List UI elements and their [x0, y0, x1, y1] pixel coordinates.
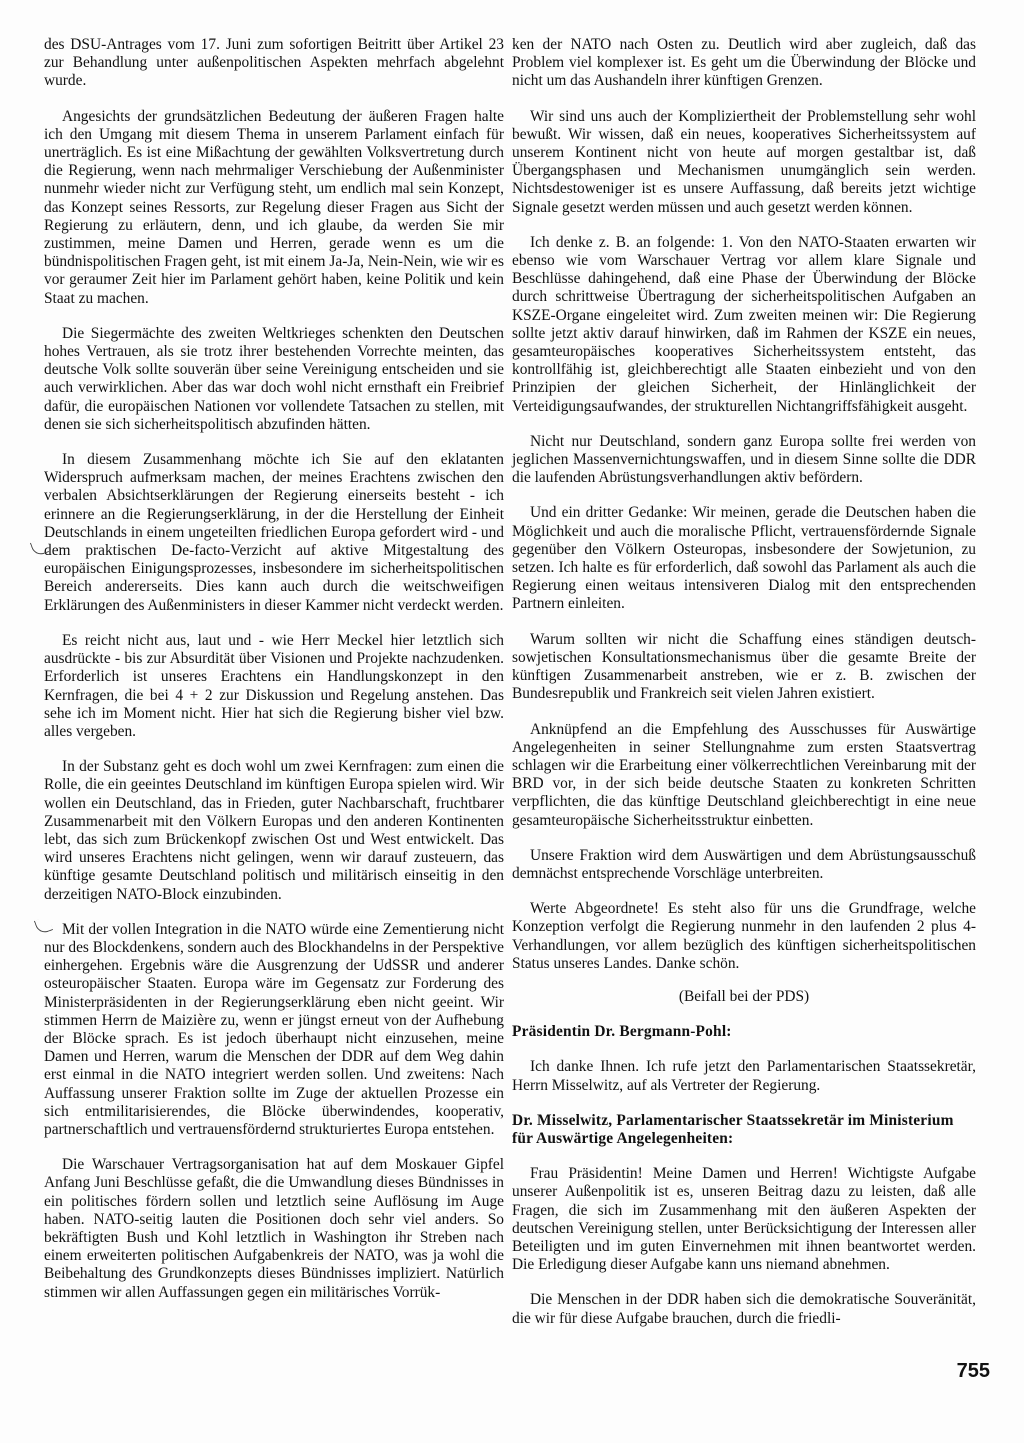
left-column: [44, 36, 504, 1319]
paragraph: Unsere Fraktion wird dem Auswärtigen und dem Abrüstungsausschuß demnächst entsprechende Vorschläge unterbreiten.: [512, 846, 976, 882]
paragraph: Ich danke Ihnen. Ich rufe jetzt den Parlamentarischen Staatssekretär, Herrn Misselwitz, auf als Vertreter der Regierung.: [512, 1058, 976, 1094]
paragraph: Anknüpfend an die Empfehlung des Ausschusses für Auswärtige Angelegenheiten in seiner Stellungnahme zum ersten Staatsvertrag schlagen wir die Erarbeitung einer völkerrechtlichen Vereinbarung mit der BRD vor, in der sich beide deutsche Staaten zu konkreten Schritten verpflichten, die das künftige Deutschland gleichberechtigt in eine neue gesamteuropäische Sicherheitsstruktur einbetten.: [512, 720, 976, 829]
paragraph: Wir sind uns auch der Kompliziertheit der Problemstellung sehr wohl bewußt. Wir wissen, daß ein neues, kooperatives Sicherheitssystem auf unserem Kontinent nicht von heute auf morgen gestaltbar ist, daß Übergangsphasen und Mechanismen unumgänglich sein werden. Nichtsdestoweniger ist es unsere Auffassung, daß bereits jetzt wichtige Signale gesetzt werden müssen und auch gesetzt werden können.: [512, 107, 976, 216]
paragraph: Frau Präsidentin! Meine Damen und Herren! Wichtigste Aufgabe unserer Außenpolitik ist es, unseren Beitrag dazu zu leisten, daß alle Fragen, die sich im Zusammenhang mit den äußeren Aspekten der deutschen Vereinigung stellen, unter Berücksichtigung der Interessen aller Beteiligten und im guten Einvernehmen mit ihnen beantwortet werden. Die Erledigung dieser Aufgabe kann uns niemand abnehmen.: [512, 1165, 976, 1274]
paragraph: Die Menschen in der DDR haben sich die demokratische Souveränität, die wir für diese Aufgabe brauchen, durch die friedli-: [512, 1291, 976, 1327]
paragraph: Mit der vollen Integration in die NATO würde eine Zementierung nicht nur des Blockdenkens, sondern auch des Blockhandelns in der Perspektive einhergehen. Ergebnis wäre die Ausgrenzung der UdSSR und anderer osteuropäischer Staaten. Europa wäre im Gegensatz zur Forderung des Ministerpräsidenten in der Regierungserklärung eben nicht geeint. Wir stimmen Herrn de Maizière zu, wenn er jüngst erneut von der Aufhebung der Blöcke sprach. Es ist jedoch überhaupt nicht einzusehen, meine Damen und Herren, warum die Menschen der DDR auf dem Weg dahin erst einmal in die NATO integriert werden sollen. Und zweitens: Nach Auffassung unserer Fraktion sollte im Zuge der aktuellen Prozesse ein sich entmilitarisierendes, die Blöcke überwindendes, kooperativ, partnerschaftlich und vertrauensfördernd strukturiertes Europa entstehen.: [44, 920, 504, 1138]
paragraph: Nicht nur Deutschland, sondern ganz Europa sollte frei werden von jeglichen Massenvernichtungswaffen, und in diesem Sinne sollte die DDR die laufenden Abrüstungsverhandlungen aktiv befördern.: [512, 432, 976, 487]
right-column: [512, 36, 976, 1345]
paragraph: Ich denke z. B. an folgende: 1. Von den NATO-Staaten erwarten wir ebenso wie vom Warschauer Vertrag vor allem klare Signale und Beschlüsse dahingehend, daß eine Phase der Überwindung der Blöcke durch schrittweise Übertragung der sicherheitspolitischen Aufgaben an KSZE-Organe eingeleitet wird. Zum zweiten meinen wir: Die Regierung sollte jetzt aktiv darauf hinwirken, daß im Rahmen der KSZE ein neues, gesamteuropäisches kooperatives Sicherheitssystem entsteht, das kontrollfähig ist, gleichberechtigt alle Staaten einbezieht und von den Prinzipien der gleichen Sicherheit, der Hinlänglichkeit der Verteidigungsaufwandes, der strukturellen Nichtangriffsfähigkeit ausgeht.: [512, 233, 976, 415]
paragraph: Werte Abgeordnete! Es steht also für uns die Grundfrage, welche Konzeption verfolgt die Regierung nunmehr in den laufenden 2 plus 4-Verhandlungen, vor allem bezüglich des künftigen sicherheitspolitischen Status unseres Landes. Danke schön.: [512, 900, 976, 972]
paragraph: Die Siegermächte des zweiten Weltkrieges schenkten den Deutschen hohes Vertrauen, als sie trotz ihrer bestehenden Vorrechte meinten, das deutsche Volk sollte souverän über seine Vereinigung entscheiden und sie auch verwirklichen. Aber das war doch wohl nicht ernsthaft ein Freibrief dafür, die europäischen Nationen vor vollendete Tatsachen zu stellen, mit denen sie sich sicherheitspolitisch abzufinden hätten.: [44, 324, 504, 433]
paragraph: In der Substanz geht es doch wohl um zwei Kernfragen: zum einen die Rolle, die ein geeintes Deutschland im künftigen Europa spielen wird. Wir wollen ein Deutschland, das in Frieden, guter Nachbarschaft, fruchtbarer Zusammenarbeit mit den Völkern Europas und den anderen Kontinenten lebt, das sich zum Brückenkopf zwischen Ost und West entwickelt. Das wird unseres Erachtens nicht gelingen, wenn wir darauf zusteuern, das künftige gesamte Deutschland politisch und militärisch einseitig in den derzeitigen NATO-Block einzubinden.: [44, 758, 504, 903]
paragraph: In diesem Zusammenhang möchte ich Sie auf den eklatanten Widerspruch aufmerksam machen, der meines Erachtens zwischen den verbalen Absichtserklärungen der Regierung einerseits besteht - ich erinnere an die Regierungserklärung, in der die Herstellung der Einheit Deutschlands in einem ungeteilten friedlichen Europa gefordert wird - und dem praktischen De-facto-Verzicht auf aktive Mitgestaltung des europäischen Einigungsprozesses, insbesondere im sicherheitspolitischen Bereich andererseits. Dies kann auch durch die weitschweifigen Erklärungen des Außenministers in dieser Kammer nicht verdeckt werden.: [44, 451, 504, 614]
speaker-heading: Dr. Misselwitz, Parlamentarischer Staatssekretär im Ministerium für Auswärtige Angelegenheiten:: [512, 1111, 954, 1147]
paragraph: Warum sollten wir nicht die Schaffung eines ständigen deutsch-sowjetischen Konsultationsmechanismus über die gesamte Breite der künftigen Zusammenarbeit anstreben, wie er z. B. zwischen der Bundesrepublik und Frankreich seit vielen Jahren existiert.: [512, 630, 976, 703]
paragraph: ken der NATO nach Osten zu. Deutlich wird aber zugleich, daß das Problem viel komplexer ist. Es geht um die Überwindung der Blöcke und nicht um das Aushandeln ihrer künftigen Grenzen.: [512, 36, 976, 90]
paragraph: Angesichts der grundsätzlichen Bedeutung der äußeren Fragen halte ich den Umgang mit diesem Thema in unserem Parlament einfach für unerträglich. Es ist eine Mißachtung der gewählten Volksvertretung durch die Regierung, wenn nach mehrmaliger Verschiebung der Außenminister nunmehr wieder nicht zur Verfügung steht, um endlich mal sein Konzept, das Konzept seines Ressorts, zur Regelung dieser Fragen aus Sicht der Regierung zu erläutern, denn, und ich glaube, da werden Sie mir zustimmen, meine Damen und Herren, gerade wenn es um die bündnispolitischen Fragen geht, ist mit einem Ja-Ja, Nein-Nein, wie wir es vor geraumer Zeit hier im Parlament gehört haben, keine Politik und kein Staat zu machen.: [44, 107, 504, 307]
page-number: 755: [956, 1360, 990, 1382]
paragraph: des DSU-Antrages vom 17. Juni zum sofortigen Beitritt über Artikel 23 zur Behandlung unter außenpolitischen Aspekten mehrfach abgelehnt wurde.: [44, 36, 504, 90]
paragraph: Die Warschauer Vertragsorganisation hat auf dem Moskauer Gipfel Anfang Juni Beschlüsse gefaßt, die die Umwandlung dieses Bündnisses in ein politisches fördern sollen und letztlich seine Auflösung im Auge haben. NATO-seitig lauten die Positionen doch sehr viel anders. So bekräftigten Bush und Kohl letztlich in Washington ihr Streben nach einem erweiterten politischen Aufgabenkreis der NATO, was ja wohl die Beibehaltung des Grundkonzepts dieses Bündnisses impliziert. Natürlich stimmen wir allen Auffassungen gegen ein militärisches Vorrük-: [44, 1156, 504, 1301]
applause-note: (Beifall bei der PDS): [678, 987, 810, 1005]
speaker-heading: Präsidentin Dr. Bergmann-Pohl:: [512, 1023, 732, 1041]
paragraph: Und ein dritter Gedanke: Wir meinen, gerade die Deutschen haben die Möglichkeit und auch die moralische Pflicht, vertrauensfördernde Signale gegenüber den Völkern Osteuropas, insbesondere der Sowjetunion, zu setzen. Ich halte es für erforderlich, daß sowohl das Parlament als auch die Regierung einen weitaus intensiveren Dialog mit den entsprechenden Partnern einleiten.: [512, 504, 976, 613]
paragraph: Es reicht nicht aus, laut und - wie Herr Meckel hier letztlich sich ausdrückte - bis zur Absurdität über Visionen und Projekte nachzudenken. Erforderlich ist unseres Erachtens ein Handlungskonzept in den Kernfragen, die bei 4 + 2 zur Diskussion und Regelung anstehen. Das sehe ich im Moment nicht. Hier hat sich die Regierung bisher viel bzw. alles vergeben.: [44, 631, 504, 740]
